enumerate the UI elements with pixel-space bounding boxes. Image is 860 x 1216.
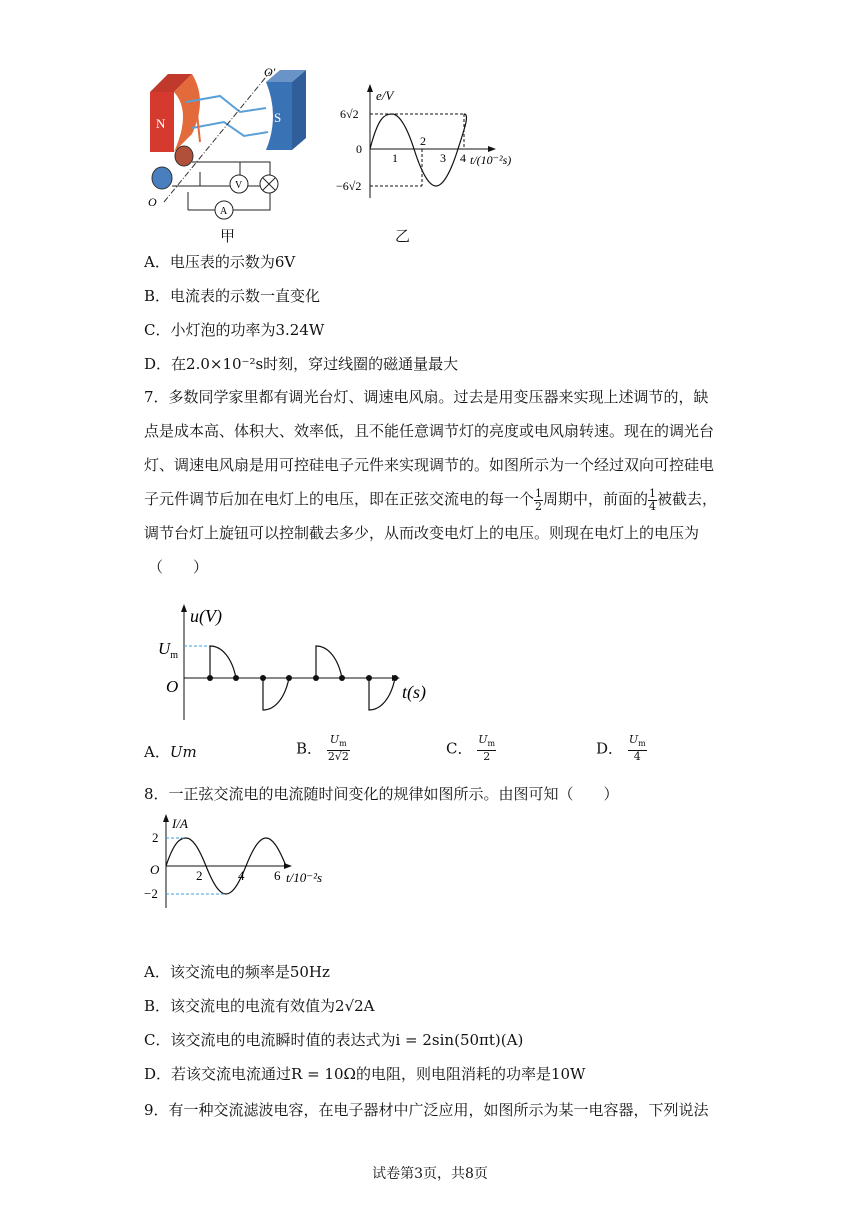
- i-bottom-label: −2: [144, 886, 158, 901]
- figure-jia-generator: [140, 62, 320, 242]
- q8-number: 8．: [144, 785, 169, 803]
- axis-o-label: O: [148, 195, 157, 209]
- q8-x-axis-label: t/10⁻²s: [286, 870, 323, 885]
- q9-stem: 9．有一种交流滤波电容，在电子器材中广泛应用，如图所示为某一电容器，下列说法: [144, 1101, 709, 1119]
- ammeter-label: A: [220, 206, 228, 217]
- q8-origin-label: O: [150, 862, 160, 877]
- voltmeter-label: V: [235, 180, 243, 191]
- figure-yi-emf-graph: [336, 80, 540, 210]
- fraction-quarter: $\frac{1}{4}$: [649, 486, 657, 513]
- q8-x-tick-4: 4: [238, 868, 245, 883]
- q8-option-b[interactable]: B．该交流电的电流有效值为2√2A: [144, 997, 375, 1015]
- y-top-label: 6√2: [340, 107, 359, 121]
- q7-number: 7．: [144, 388, 169, 406]
- q7-option-d[interactable]: D． $\frac{U_m}{4}$: [596, 733, 646, 764]
- q7-origin-label: O: [166, 677, 179, 696]
- q6-option-b[interactable]: B．电流表的示数一直变化: [144, 287, 321, 305]
- q9-number: 9．: [144, 1101, 169, 1119]
- q7-option-a[interactable]: A．Um: [144, 743, 197, 761]
- x-tick-1: 1: [392, 151, 398, 165]
- q8-x-tick-6: 6: [274, 868, 281, 883]
- q8-option-a[interactable]: A．该交流电的频率是50Hz: [144, 963, 330, 981]
- x-tick-4: 4: [460, 151, 466, 165]
- q6-option-d[interactable]: D．在2.0×10⁻²s时刻，穿过线圈的磁通量最大: [144, 355, 459, 373]
- q7-option-c[interactable]: C． $\frac{U_m}{2}$: [446, 733, 496, 764]
- y-bottom-label: −6√2: [336, 179, 362, 193]
- x-tick-2: 2: [420, 134, 426, 148]
- magnet-n-label: N: [156, 116, 166, 131]
- um-label: $U_m$: [158, 639, 179, 661]
- i-axis-label: I/A: [172, 816, 188, 831]
- origin-label: 0: [356, 142, 362, 156]
- q7-voltage-graph: [156, 602, 446, 724]
- emf-sine-curve: [370, 114, 466, 186]
- figure-jia-caption: 甲: [220, 227, 236, 245]
- page-footer: 试卷第3页，共8页: [372, 1166, 488, 1182]
- x-tick-3: 3: [440, 151, 446, 165]
- q8-x-tick-2: 2: [196, 868, 203, 883]
- figure-yi-caption: 乙: [395, 227, 411, 245]
- q8-option-c[interactable]: C．该交流电的电流瞬时值的表达式为i = 2sin(50πt)(A): [144, 1031, 524, 1049]
- x-axis-label: t/(10⁻²s): [470, 153, 512, 167]
- q7-option-b[interactable]: B． $\frac{U_m}{2√2}$: [296, 733, 349, 764]
- t-axis-label: t(s): [402, 682, 426, 702]
- axis-o-prime-label: O′: [264, 65, 276, 79]
- magnet-s-label: S: [274, 110, 282, 125]
- y-axis-label: e/V: [376, 88, 394, 103]
- q8-option-d[interactable]: D．若该交流电流通过R = 10Ω的电阻，则电阻消耗的功率是10W: [144, 1065, 586, 1083]
- u-axis-label: u(V): [190, 606, 222, 626]
- q8-current-graph: [140, 812, 340, 912]
- i-top-label: 2: [152, 830, 159, 845]
- q6-option-c[interactable]: C．小灯泡的功率为3.24W: [144, 321, 325, 339]
- fraction-half: $\frac{1}{2}$: [535, 486, 543, 513]
- q7-stem: 7．多数同学家里都有调光台灯、调速电风扇。过去是用变压器来实现上述调节的，缺 点是成本高、体积大、效率低，且不能任意调节灯的亮度或电风扇转速。现在的调光台 灯、调速电风扇是用可控硅电子元件来实现调节的。如图所示为一个经过双向可控硅电 子元件调节后加在电灯上的电压，即在正弦交流电的每一个 $\frac{1}{2}$ 周期中，前面的 $\frac{1}{4}$ 被截去， 调节台灯上旋钮可以控制截去多少，从而改变电灯上的电压。则现在电灯上的电压为 （ ）: [144, 388, 718, 576]
- q6-option-a[interactable]: A．电压表的示数为6V: [144, 253, 296, 271]
- q8-stem: 8．一正弦交流电的电流随时间变化的规律如图所示。由图可知（ ）: [144, 785, 619, 803]
